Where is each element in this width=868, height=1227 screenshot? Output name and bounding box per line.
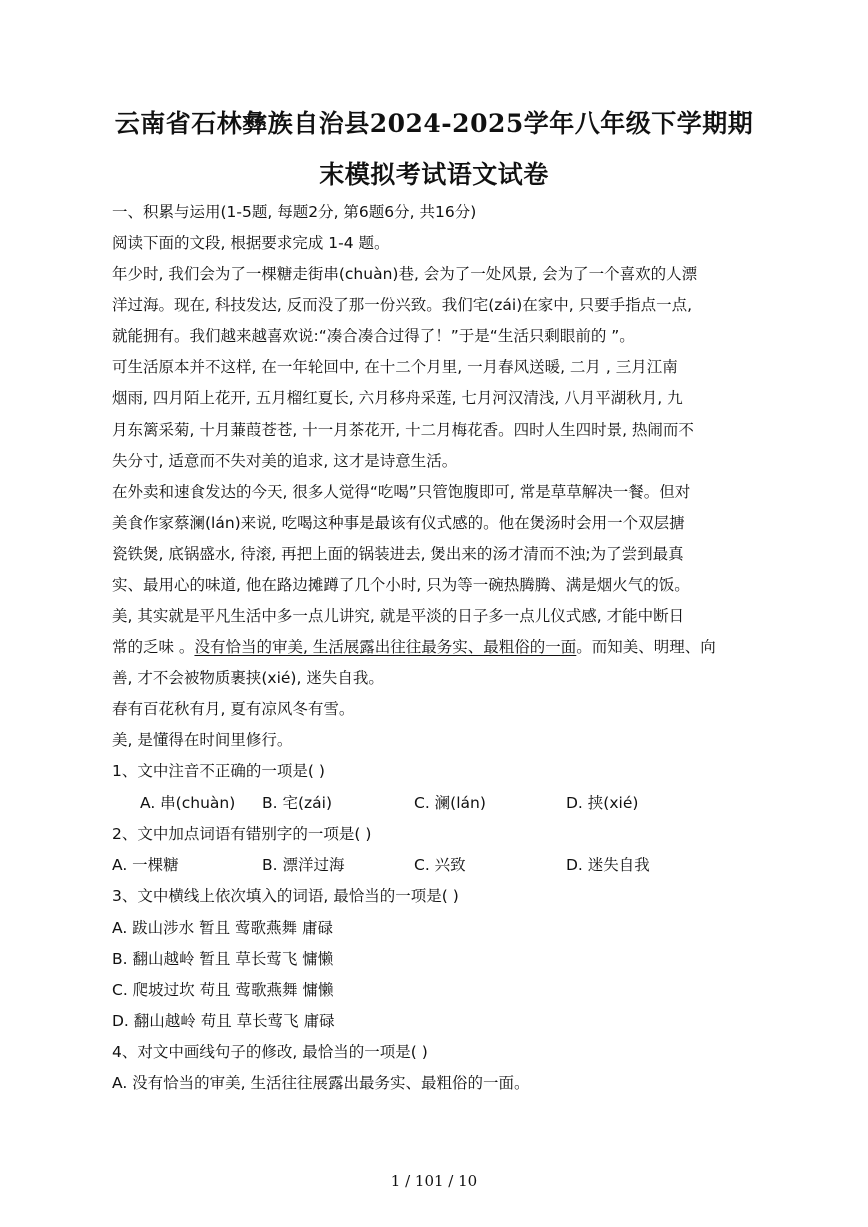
question-2-option-b: B. 漂洋过海 bbox=[262, 856, 345, 874]
passage-line: 在外卖和速食发达的今天, 很多人觉得“吃喝”只管饱腹即可, 常是草草解决一餐。但对 bbox=[112, 483, 691, 501]
question-2-option-a: A. 一棵糖 bbox=[112, 856, 179, 874]
question-1-stem: 1、文中注音不正确的一项是( ) bbox=[112, 762, 325, 780]
question-3-stem: 3、文中横线上依次填入的词语, 最恰当的一项是( ) bbox=[112, 887, 459, 905]
passage-line: 洋过海。现在, 科技发达, 反而没了那一份兴致。我们宅(zái)在家中, 只要手指点一点, bbox=[112, 296, 693, 314]
passage-line: 年少时, 我们会为了一棵糖走街串(chuàn)巷, 会为了一处风景, 会为了一个喜欢的人漂 bbox=[112, 265, 698, 283]
passage-text: 常的乏味 。 bbox=[112, 638, 195, 656]
passage-line-with-underline bbox=[112, 637, 716, 657]
passage-line: 春有百花秋有月, 夏有凉风冬有雪。 bbox=[112, 700, 355, 718]
question-2-stem: 2、文中加点词语有错别字的一项是( ) bbox=[112, 825, 372, 843]
title-line-1: 云南省石林彝族自治县2024-2025学年八年级下学期期 bbox=[114, 109, 754, 138]
question-1-option-d: D. 挟(xié) bbox=[566, 794, 639, 812]
passage-text: 。而知美、明理、向 bbox=[576, 638, 716, 656]
title-line-2: 末模拟考试语文试卷 bbox=[319, 160, 549, 189]
question-4-stem: 4、对文中画线句子的修改, 最恰当的一项是( ) bbox=[112, 1043, 428, 1061]
question-4-option-a: A. 没有恰当的审美, 生活往往展露出最务实、最粗俗的一面。 bbox=[112, 1074, 530, 1092]
passage-line: 可生活原本并不这样, 在一年轮回中, 在十二个月里, 一月春风送暖, 二月 , 三月江南 bbox=[112, 358, 678, 376]
passage-line: 月东篱采菊, 十月蒹葭苍苍, 十一月茶花开, 十二月梅花香。四时人生四时景, 热闹而不 bbox=[112, 421, 694, 439]
underlined-sentence: 没有恰当的审美, 生活展露出往往最务实、最粗俗的一面 bbox=[194, 638, 577, 656]
passage-line: 善, 才不会被物质裹挟(xié), 迷失自我。 bbox=[112, 669, 384, 687]
passage-line: 美, 是懂得在时间里修行。 bbox=[112, 731, 293, 749]
question-3-option-d: D. 翻山越岭 苟且 草长莺飞 庸碌 bbox=[112, 1012, 335, 1030]
question-1-option-b: B. 宅(zái) bbox=[262, 794, 333, 812]
question-2-option-d: D. 迷失自我 bbox=[566, 856, 650, 874]
passage-line: 瓷铁煲, 底锅盛水, 待滚, 再把上面的锅装进去, 煲出来的汤才清而不浊;为了尝到最真 bbox=[112, 545, 684, 563]
passage-line: 美, 其实就是平凡生活中多一点儿讲究, 就是平淡的日子多一点儿仪式感, 才能中断日 bbox=[112, 607, 685, 625]
question-2-option-c: C. 兴致 bbox=[414, 856, 466, 874]
passage-line: 美食作家蔡澜(lán)来说, 吃喝这种事是最该有仪式感的。他在煲汤时会用一个双层搪 bbox=[112, 514, 685, 532]
question-3-option-a: A. 跋山涉水 暂且 莺歌燕舞 庸碌 bbox=[112, 919, 333, 937]
question-3-option-c: C. 爬坡过坎 苟且 莺歌燕舞 慵懒 bbox=[112, 981, 334, 999]
page-number: 1 / 101 / 10 bbox=[390, 1172, 478, 1190]
section-heading: 一、积累与运用(1-5题, 每题2分, 第6题6分, 共16分) bbox=[112, 203, 477, 221]
question-1-option-a: A. 串(chuàn) bbox=[140, 794, 236, 812]
passage-line: 实、最用心的味道, 他在路边摊蹲了几个小时, 只为等一碗热腾腾、满是烟火气的饭。 bbox=[112, 576, 690, 594]
passage-line: 就能拥有。我们越来越喜欢说:“凑合凑合过得了！”于是“生活只剩眼前的 ”。 bbox=[112, 327, 635, 345]
question-1-option-c: C. 澜(lán) bbox=[414, 794, 486, 812]
passage-instruction: 阅读下面的文段, 根据要求完成 1-4 题。 bbox=[112, 234, 390, 252]
passage-line: 烟雨, 四月陌上花开, 五月榴红夏长, 六月移舟采莲, 七月河汉清浅, 八月平湖秋月, 九 bbox=[112, 389, 683, 407]
question-3-option-b: B. 翻山越岭 暂且 草长莺飞 慵懒 bbox=[112, 950, 334, 968]
passage-line: 失分寸, 适意而不失对美的追求, 这才是诗意生活。 bbox=[112, 452, 458, 470]
